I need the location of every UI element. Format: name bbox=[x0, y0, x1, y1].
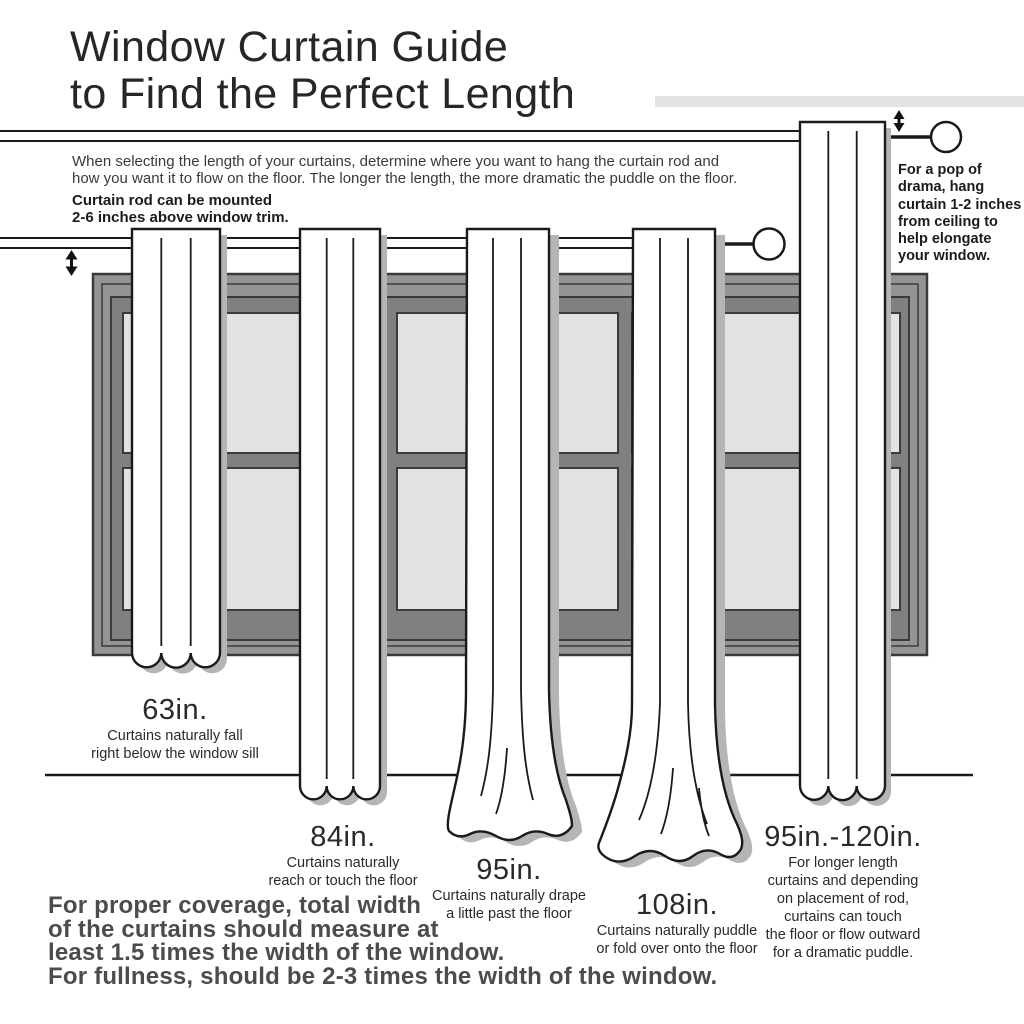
coverage-note-line: least 1.5 times the width of the window. bbox=[48, 939, 505, 966]
curtain-length-value: 95in.-120in. bbox=[764, 821, 922, 853]
curtain-label-95-120in bbox=[764, 822, 922, 962]
curtain-length-value: 95in. bbox=[476, 854, 542, 886]
ceiling-note-line: drama, hang bbox=[898, 179, 985, 196]
desc-line: For longer length bbox=[788, 855, 898, 871]
curtain-length-value: 63in. bbox=[142, 694, 208, 726]
curtain-length-value: 84in. bbox=[310, 821, 376, 853]
coverage-note-line: For proper coverage, total width bbox=[48, 892, 422, 919]
intro-line-1: When selecting the length of your curtains, determine where you want to hang the curtain rod and bbox=[72, 153, 720, 170]
intro-line-2: how you want it to flow on the floor. The longer the length, the more dramatic the puddle on the floor. bbox=[72, 170, 738, 187]
coverage-note-line: For fullness, should be 2-3 times the width of the window. bbox=[48, 962, 718, 990]
curtain-length-desc bbox=[268, 854, 417, 890]
curtain-84in-drawing bbox=[300, 229, 387, 805]
desc-line: curtains can touch bbox=[784, 909, 902, 925]
curtain-63in-drawing bbox=[132, 229, 227, 674]
desc-line: right below the window sill bbox=[91, 746, 259, 762]
curtain-length-desc bbox=[91, 727, 259, 763]
desc-line: reach or touch the floor bbox=[268, 873, 418, 889]
desc-line: Curtains naturally bbox=[286, 855, 400, 871]
desc-line: or fold over onto the floor bbox=[596, 941, 758, 957]
rod-mount-note-line-2: 2-6 inches above window trim. bbox=[72, 209, 289, 226]
desc-line: on placement of rod, bbox=[776, 891, 910, 907]
ceiling-spacing-arrow-icon bbox=[894, 110, 905, 132]
spacing-arrow-icon bbox=[66, 250, 78, 276]
desc-line: Curtains naturally fall bbox=[107, 728, 243, 744]
desc-line: for a dramatic puddle. bbox=[772, 945, 914, 961]
ceiling-note-line: your window. bbox=[898, 248, 991, 265]
ceiling-strip bbox=[655, 96, 1024, 107]
curtain-label-63in bbox=[91, 695, 259, 763]
desc-line: Curtains naturally drape bbox=[432, 888, 586, 904]
ceiling-note-line: curtain 1-2 inches bbox=[898, 196, 1022, 213]
ceiling-drama-note bbox=[898, 162, 1021, 266]
ceiling-note-line: help elongate bbox=[898, 231, 992, 248]
rod-mount-note bbox=[72, 192, 289, 226]
coverage-note-line: of the curtains should measure at bbox=[48, 915, 439, 943]
page-title bbox=[70, 24, 575, 118]
title-line-1: Window Curtain Guide bbox=[70, 23, 509, 71]
desc-line: a little past the floor bbox=[446, 906, 572, 922]
curtain-length-desc bbox=[764, 854, 922, 962]
rod-mount-note-line-1: Curtain rod can be mounted bbox=[72, 192, 273, 209]
title-line-2: to Find the Perfect Length bbox=[70, 70, 576, 118]
desc-line: the floor or flow outward bbox=[765, 927, 921, 943]
rod-finial-icon bbox=[931, 122, 961, 152]
curtain-length-value: 108in. bbox=[635, 889, 718, 921]
desc-line: Curtains naturally puddle bbox=[596, 923, 758, 939]
ceiling-note-line: For a pop of bbox=[898, 162, 982, 178]
coverage-note bbox=[48, 894, 717, 988]
curtain-label-84in bbox=[268, 822, 417, 890]
rod-finial-icon bbox=[754, 229, 785, 260]
intro-text bbox=[72, 153, 737, 187]
desc-line: curtains and depending bbox=[767, 873, 919, 889]
ceiling-note-line: from ceiling to bbox=[898, 213, 998, 230]
curtain-95-120in-drawing bbox=[800, 122, 891, 806]
